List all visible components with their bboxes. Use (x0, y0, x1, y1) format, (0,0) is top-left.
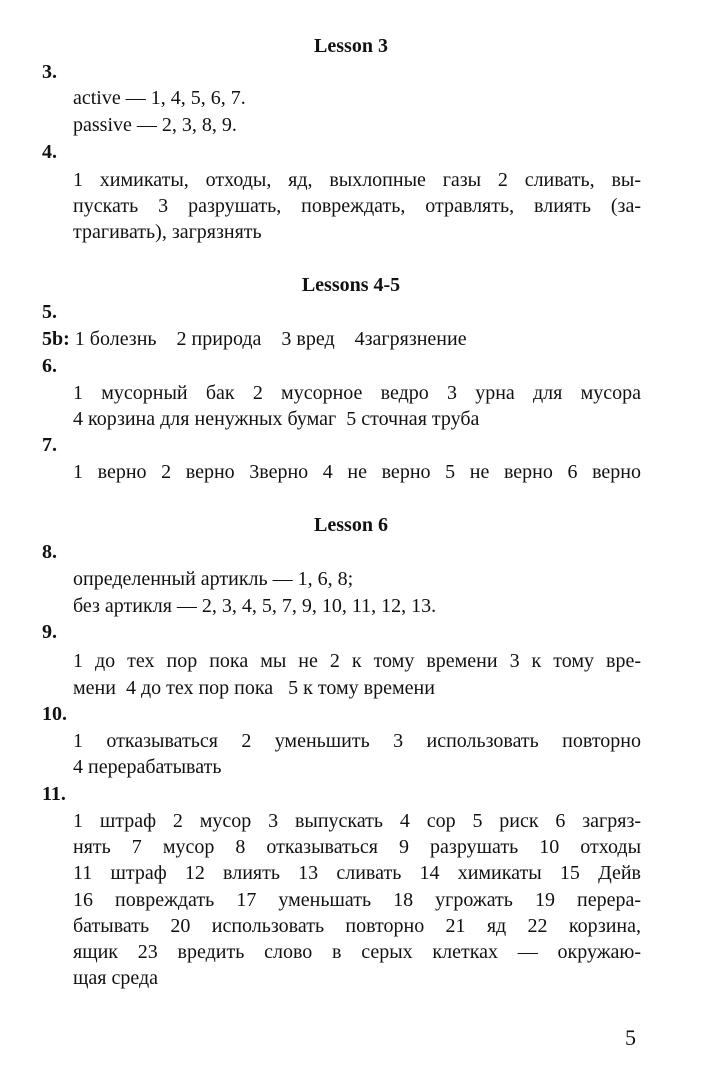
exercise-11-line-6: ящик 23 вредить слово в серых клетках — окружаю- (73, 941, 641, 963)
exercise-9-line-1: 1 до тех пор пока мы не 2 к тому времени 3 к тому вре- (73, 650, 641, 672)
exercise-11-line-7: щая среда (73, 967, 159, 989)
exercise-11-line-1: 1 штраф 2 мусор 3 выпускать 4 сор 5 риск 6 загряз- (73, 810, 641, 832)
exercise-3-line-1: active — 1, 4, 5, 6, 7. (73, 87, 246, 109)
lesson-6-heading: Lesson 6 (314, 514, 388, 536)
exercise-11-line-3: 11 штраф 12 влиять 13 сливать 14 химикаты 15 Дейв (73, 862, 641, 884)
lesson-3-heading: Lesson 3 (314, 35, 388, 57)
exercise-6-line-1: 1 мусорный бак 2 мусорное ведро 3 урна для мусора (73, 382, 641, 404)
exercise-7-number: 7. (42, 434, 57, 456)
exercise-11-number: 11. (42, 783, 66, 805)
exercise-4-number: 4. (42, 141, 57, 163)
exercise-4-line-3: трагивать), загрязнять (73, 221, 262, 243)
exercise-8-number: 8. (42, 541, 57, 563)
exercise-6-number: 6. (42, 355, 57, 377)
exercise-5b-answers: 1 болезнь 2 природа 3 вред 4загрязнение (69, 328, 467, 350)
exercise-11-line-4: 16 повреждать 17 уменьшать 18 угрожать 19 перера- (73, 889, 641, 911)
exercise-9-number: 9. (42, 621, 57, 643)
exercise-10-line-2: 4 перерабатывать (73, 756, 222, 778)
exercise-4-line-1: 1 химикаты, отходы, яд, выхлопные газы 2 сливать, вы- (73, 169, 641, 191)
exercise-11-line-5: батывать 20 использовать повторно 21 яд 22 корзина, (73, 915, 641, 937)
exercise-3-number: 3. (42, 61, 57, 83)
exercise-5-number: 5. (42, 301, 57, 323)
exercise-3-line-2: passive — 2, 3, 8, 9. (73, 114, 237, 136)
exercise-9-line-2: мени 4 до тех пор пока 5 к тому времени (73, 677, 435, 699)
exercise-6-line-2: 4 корзина для ненужных бумаг 5 сточная труба (73, 408, 480, 430)
exercise-8-line-1: определенный артикль — 1, 6, 8; (73, 568, 354, 590)
exercise-10-line-1: 1 отказываться 2 уменьшить 3 использовать повторно (73, 730, 641, 752)
exercise-11-line-2: нять 7 мусор 8 отказываться 9 разрушать 10 отходы (73, 836, 641, 858)
lessons-4-5-heading: Lessons 4-5 (301, 274, 401, 296)
exercise-5b-line (42, 327, 467, 351)
exercise-10-number: 10. (42, 703, 67, 725)
page-number: 5 (625, 1025, 636, 1050)
exercise-7-line-1: 1 верно 2 верно 3верно 4 не верно 5 не верно 6 верно (73, 461, 641, 483)
exercise-4-line-2: пускать 3 разрушать, повреждать, отравлять, влиять (за- (73, 195, 641, 217)
exercise-8-line-2: без артикля — 2, 3, 4, 5, 7, 9, 10, 11, 12, 13. (73, 595, 437, 617)
exercise-5b-label: 5b: (42, 328, 70, 350)
